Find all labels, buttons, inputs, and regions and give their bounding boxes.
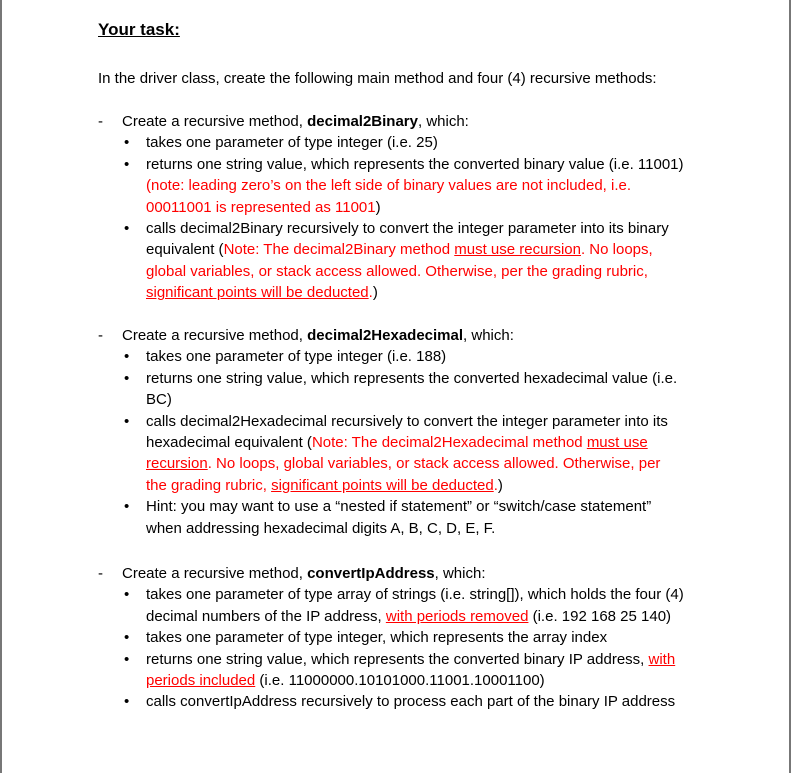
method-name: decimal2Hexadecimal bbox=[307, 327, 464, 344]
bullet-dot: • bbox=[124, 134, 130, 152]
list-item: • returns one string value, which represents the converted hexadecimal value (i.e. BC) bbox=[124, 369, 678, 409]
section-heading: Create a recursive method, convertIpAddress, which: bbox=[122, 565, 486, 582]
emphasis-underlined: must use bbox=[586, 434, 648, 452]
note-text: Note: The decimal2Binary method bbox=[223, 241, 455, 259]
bullet-dot: • bbox=[124, 586, 130, 604]
emphasis-underlined: significant points will be deducted bbox=[271, 476, 494, 494]
requirement-list bbox=[122, 584, 722, 712]
dash-marker: - bbox=[98, 565, 103, 582]
list-item: • Hint: you may want to use a “nested if statement” or “switch/case statement” when addressing hexadecimal digits A, B, C, D, E, F. bbox=[124, 498, 652, 537]
bullet-dot: • bbox=[124, 412, 130, 430]
list-item: • takes one parameter of type integer, which represents the array index bbox=[122, 627, 722, 648]
dash-marker: - bbox=[98, 113, 103, 130]
list-item: • takes one parameter of type integer (i.e. 188) bbox=[122, 346, 722, 367]
note-text: 00011001 is represented as 11001 bbox=[146, 198, 376, 216]
section-heading: Create a recursive method, decimal2Binary, which: bbox=[122, 113, 469, 130]
emphasis-underlined: significant points will be deducted bbox=[146, 284, 369, 302]
list-item: • takes one parameter of type array of strings (i.e. string[]), which holds the four (4) decimal numbers of the IP address, with periods removed (i.e. 192 168 25 140) bbox=[124, 586, 684, 625]
emphasis-underlined: with bbox=[648, 650, 676, 668]
emphasis-underlined: periods included bbox=[146, 672, 256, 690]
dash-marker: - bbox=[98, 327, 103, 344]
list-item: • takes one parameter of type integer (i.e. 25) bbox=[122, 132, 722, 153]
emphasis-underlined: recursion bbox=[146, 455, 208, 473]
emphasis-underlined: must use recursion bbox=[454, 241, 581, 259]
section-heading: Create a recursive method, decimal2Hexadecimal, which: bbox=[122, 327, 514, 344]
intro-text: In the driver class, create the following main method and four (4) recursive methods: bbox=[98, 70, 657, 87]
list-item: • calls decimal2Hexadecimal recursively to convert the integer parameter into its hexadecimal equivalent (Note: The decimal2Hexadecimal method must use recursion. No loops, global variables, or stack access allowed. Otherwise, per the grading rubric, significant points will be deducted.) bbox=[124, 412, 668, 494]
bullet-dot: • bbox=[124, 693, 130, 711]
bullet-dot: • bbox=[124, 220, 130, 238]
list-item: • returns one string value, which represents the converted binary value (i.e. 11001) (note: leading zero’s on the left side of binary values are not included, i.e. 00011001 is represented as 11001) bbox=[124, 155, 684, 216]
note-text: (note: leading zero’s on the left side of binary values are not included, i.e. bbox=[146, 177, 632, 195]
requirement-list bbox=[122, 132, 722, 303]
bullet-dot: • bbox=[124, 369, 130, 387]
requirement-list bbox=[122, 346, 722, 539]
bullet-dot: • bbox=[124, 498, 130, 516]
emphasis-underlined: with periods removed bbox=[385, 607, 529, 625]
page-right-edge bbox=[789, 0, 791, 773]
list-item: • calls decimal2Binary recursively to convert the integer parameter into its binary equivalent (Note: The decimal2Binary method must use recursion. No loops, global variables, or stack access allowed. Otherwise, per the grading rubric, significant points will be deducted.) bbox=[124, 220, 669, 302]
bullet-dot: • bbox=[124, 650, 130, 668]
list-item: • calls convertIpAddress recursively to process each part of the binary IP address bbox=[122, 691, 722, 712]
page-left-edge bbox=[0, 0, 2, 773]
note-text: Note: The decimal2Hexadecimal method bbox=[311, 434, 587, 452]
method-name: decimal2Binary bbox=[307, 113, 418, 130]
task-title: Your task: bbox=[98, 20, 180, 39]
list-item: • returns one string value, which represents the converted binary IP address, with periods included (i.e. 11000000.10101000.11001.10001100) bbox=[124, 650, 676, 690]
method-name: convertIpAddress bbox=[307, 565, 435, 582]
bullet-dot: • bbox=[124, 155, 130, 173]
bullet-dot: • bbox=[124, 348, 130, 366]
bullet-dot: • bbox=[124, 629, 130, 647]
